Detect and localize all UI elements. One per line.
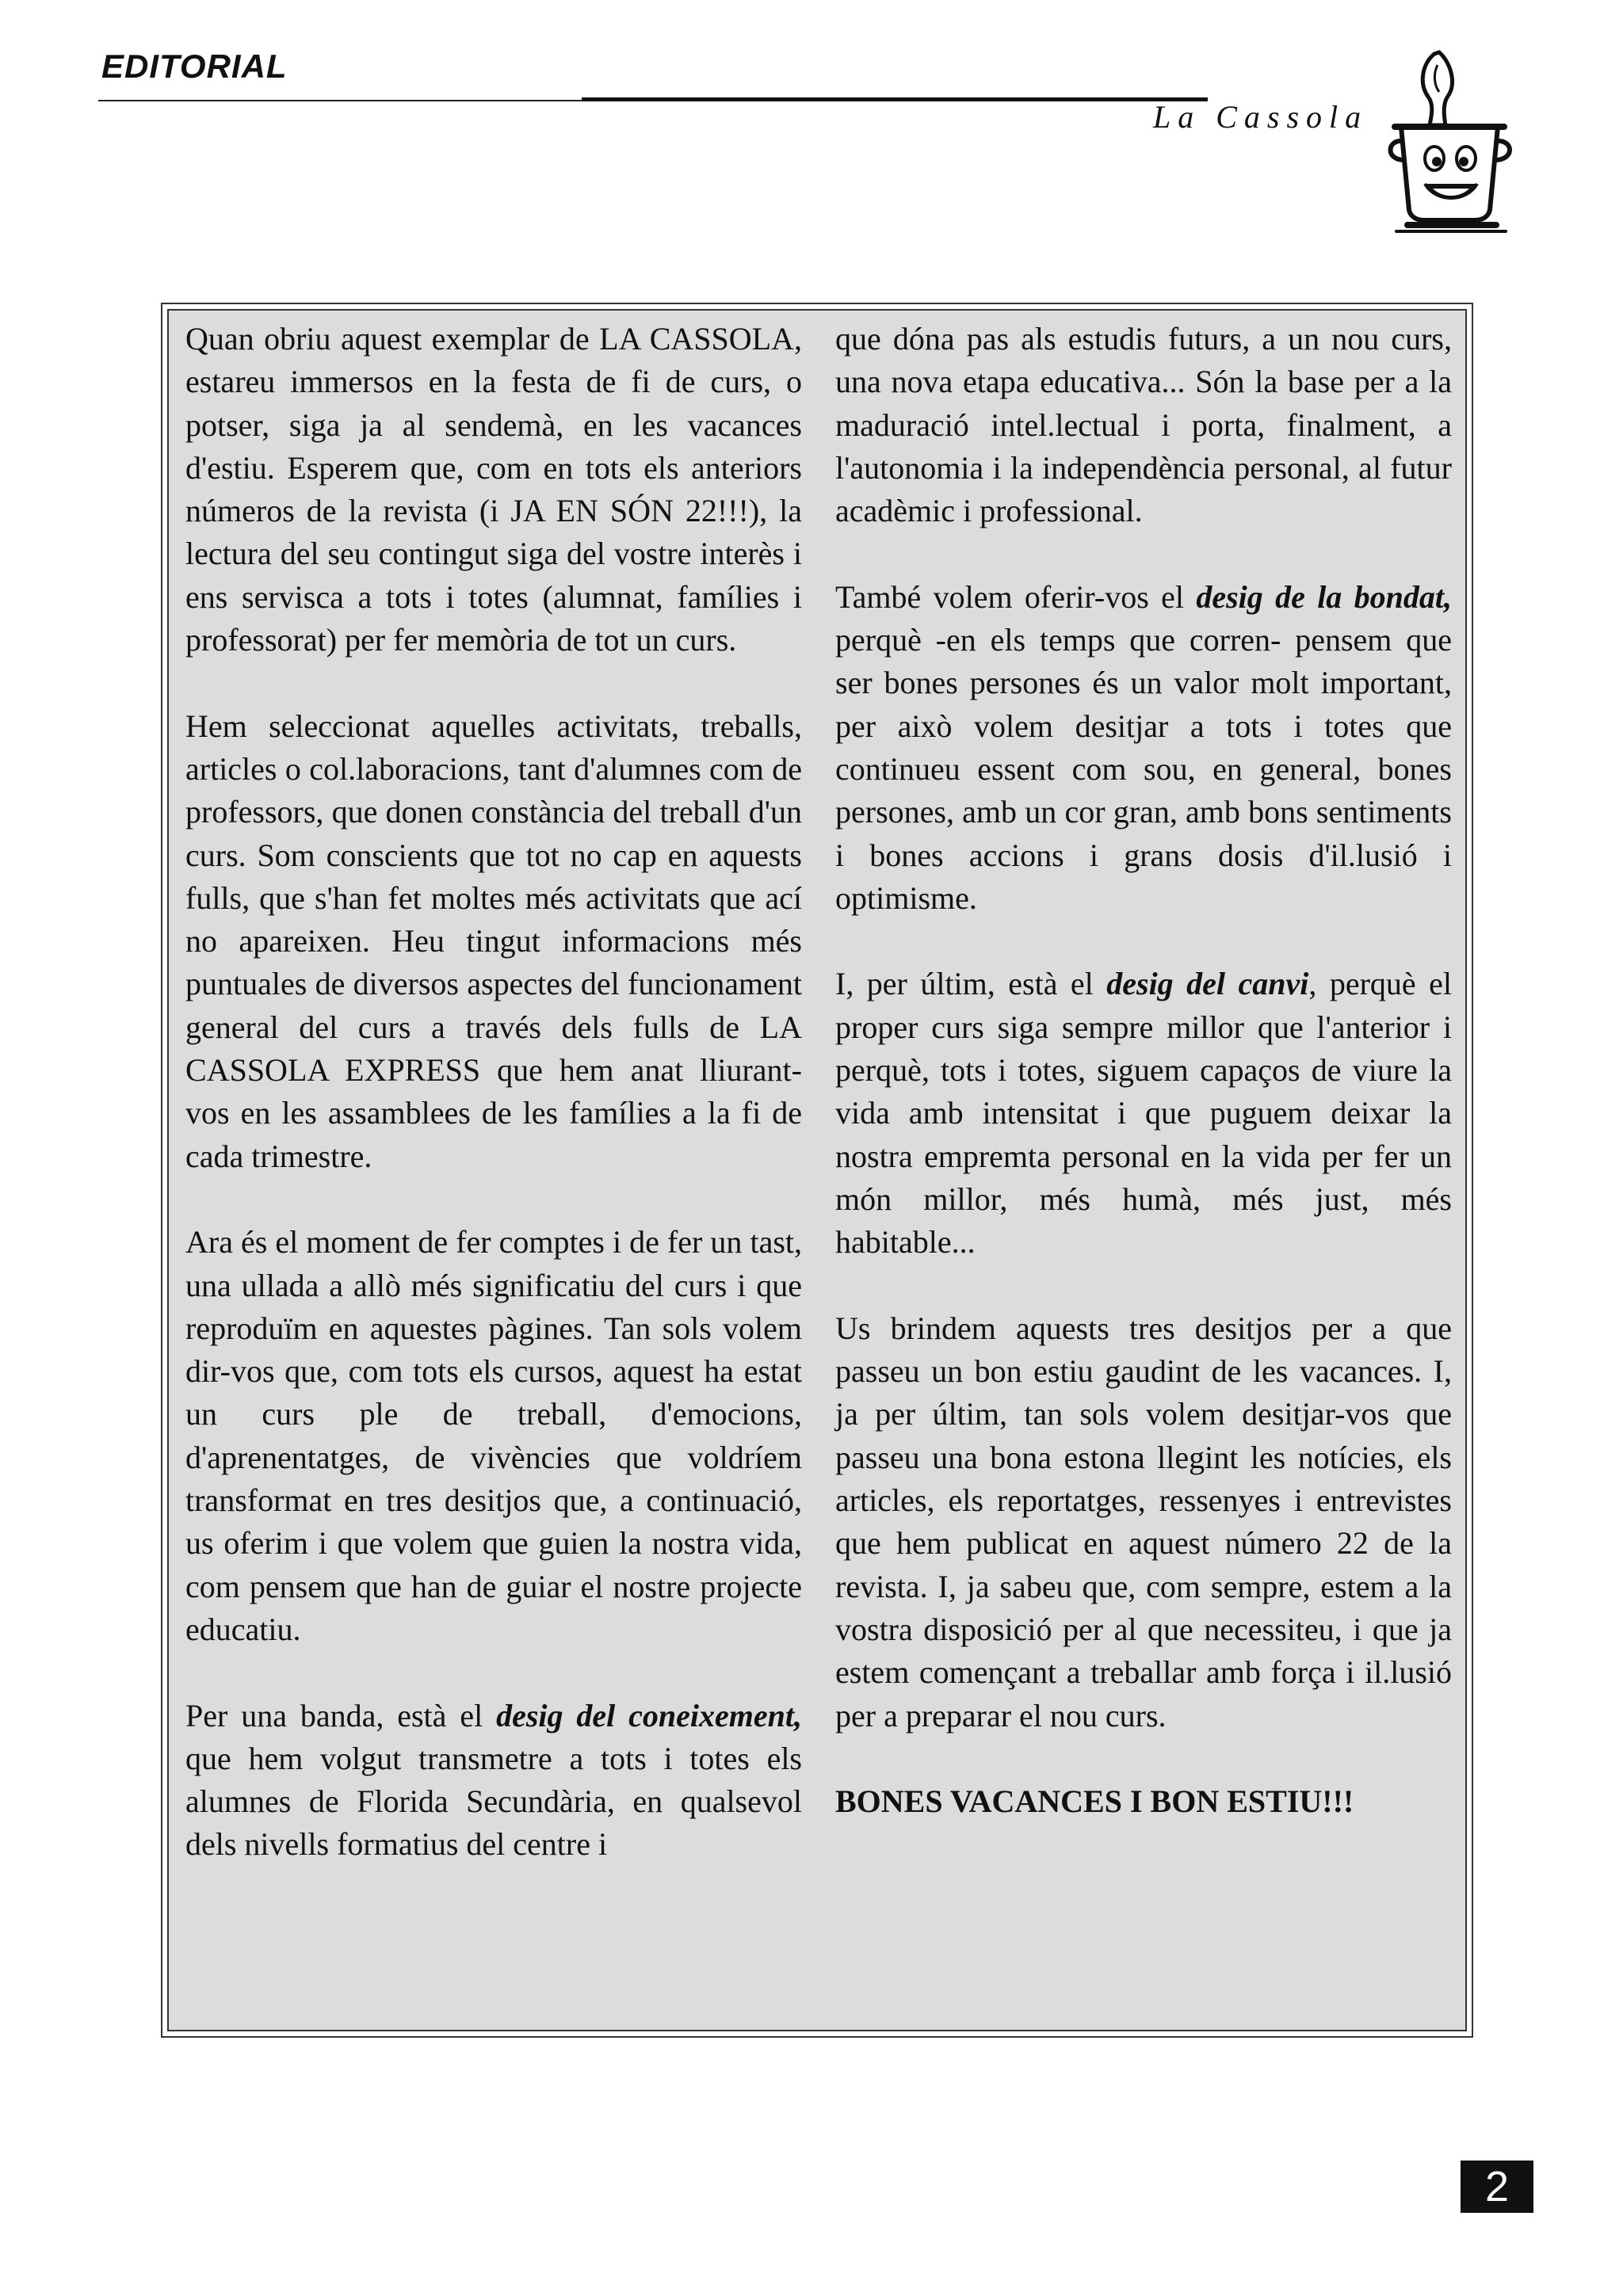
section-title: EDITORIAL	[101, 48, 288, 85]
paragraph	[835, 576, 1452, 920]
paragraph: que dóna pas als estudis futurs, a un nou curs, una nova etapa educativa... Són la base per a la maduració intel.lectual i porta, finalment, a l'autonomia i la independència personal, al futur acadèmic i professional.	[835, 321, 1452, 529]
masthead-title: La Cassola	[1153, 99, 1369, 135]
closing-greeting: BONES VACANCES I BON ESTIU!!!	[835, 1783, 1354, 1820]
editorial-column-right	[835, 318, 1452, 1867]
cooking-pot-mascot-icon	[1379, 48, 1522, 234]
emphasis-desig-coneixement: desig del coneixement,	[496, 1697, 802, 1733]
paragraph	[185, 1695, 802, 1867]
text-run: També volem oferir-vos el	[835, 578, 1197, 615]
paragraph: Ara és el moment de fer comptes i de fer un tast, una ullada a allò més significatiu del curs i que reproduïm en aquestes pàgines. Tan sols volem dir-vos que, com tots els cursos, aquest ha estat un curs ple de treball, d'emocions, d'aprenentatges, de vivències que voldríem transformat en tres desitjos que, a continuació, us oferim i que volem que guien la nostra vida, com pensem que han de guiar el nostre projecte educatiu.	[185, 1224, 802, 1647]
editorial-column-left	[185, 318, 802, 1909]
emphasis-desig-bondat: desig de la bondat,	[1196, 578, 1452, 615]
paragraph: Quan obriu aquest exemplar de LA CASSOLA, estareu immersos en la festa de fi de curs, o potser, siga ja al sendemà, en les vacances d'estiu. Esperem que, com en tots els anteriors números de la revista (i JA EN SÓN 22!!!), la lectura del seu contingut siga del vostre interès i ens servisca a tots i totes (alumnat, famílies i professorat) per fer memòria de tot un curs.	[185, 321, 802, 658]
emphasis-desig-canvi: desig del canvi	[1106, 966, 1309, 1002]
paragraph: Us brindem aquests tres desitjos per a que passeu un bon estiu gaudint de les vacances. I, ja per últim, tan sols volem desitjar-vos que passeu una bona estona llegint les notícies, els articles, els reportatges, ressenyes i entrevistes que hem publicat en aquest número 22 de la revista. I, ja sabeu que, com sempre, estem a la vostra disposició per al que necessiteu, i que ja estem començant a treballar amb força i il.lusió per a preparar el nou curs.	[835, 1310, 1452, 1733]
text-run: Per una banda, està el	[185, 1697, 497, 1733]
header-rule-thick	[582, 97, 1208, 101]
paragraph	[835, 963, 1452, 1264]
page-number: 2	[1461, 2161, 1533, 2213]
text-run: I, per últim, està el	[835, 966, 1107, 1002]
text-run: perquè -en els temps que corren- pensem que ser bones persones és un valor molt important, per això volem desitjar a tots i totes que continueu essent com sou, en general, bones persones, amb un cor gran, amb bons sentiments i bones accions i grans dosis d'il.lusió i optimisme.	[835, 622, 1452, 916]
text-run: , perquè el proper curs siga sempre millor que l'anterior i perquè, tots i totes, siguem capaços de viure la vida amb intensitat i que puguem deixar la nostra empremta personal en la vida per fer un món millor, més humà, més just, més habitable...	[835, 966, 1452, 1261]
paragraph: Hem seleccionat aquelles activitats, treballs, articles o col.laboracions, tant d'alumnes com de professors, que donen constància del treball d'un curs. Som conscients que tot no cap en aquests fulls, que s'han fet moltes més activitats que ací no apareixen. Heu tingut informacions més puntuales de diversos aspectes del funcionament general del curs a través dels fulls de LA CASSOLA EXPRESS que hem anat lliurant-vos en les assamblees de les famílies a la fi de cada trimestre.	[185, 707, 802, 1174]
text-run: que hem volgut transmetre a tots i totes els alumnes de Florida Secundària, en qualsevol dels nivells formatius del centre i	[185, 1740, 802, 1863]
